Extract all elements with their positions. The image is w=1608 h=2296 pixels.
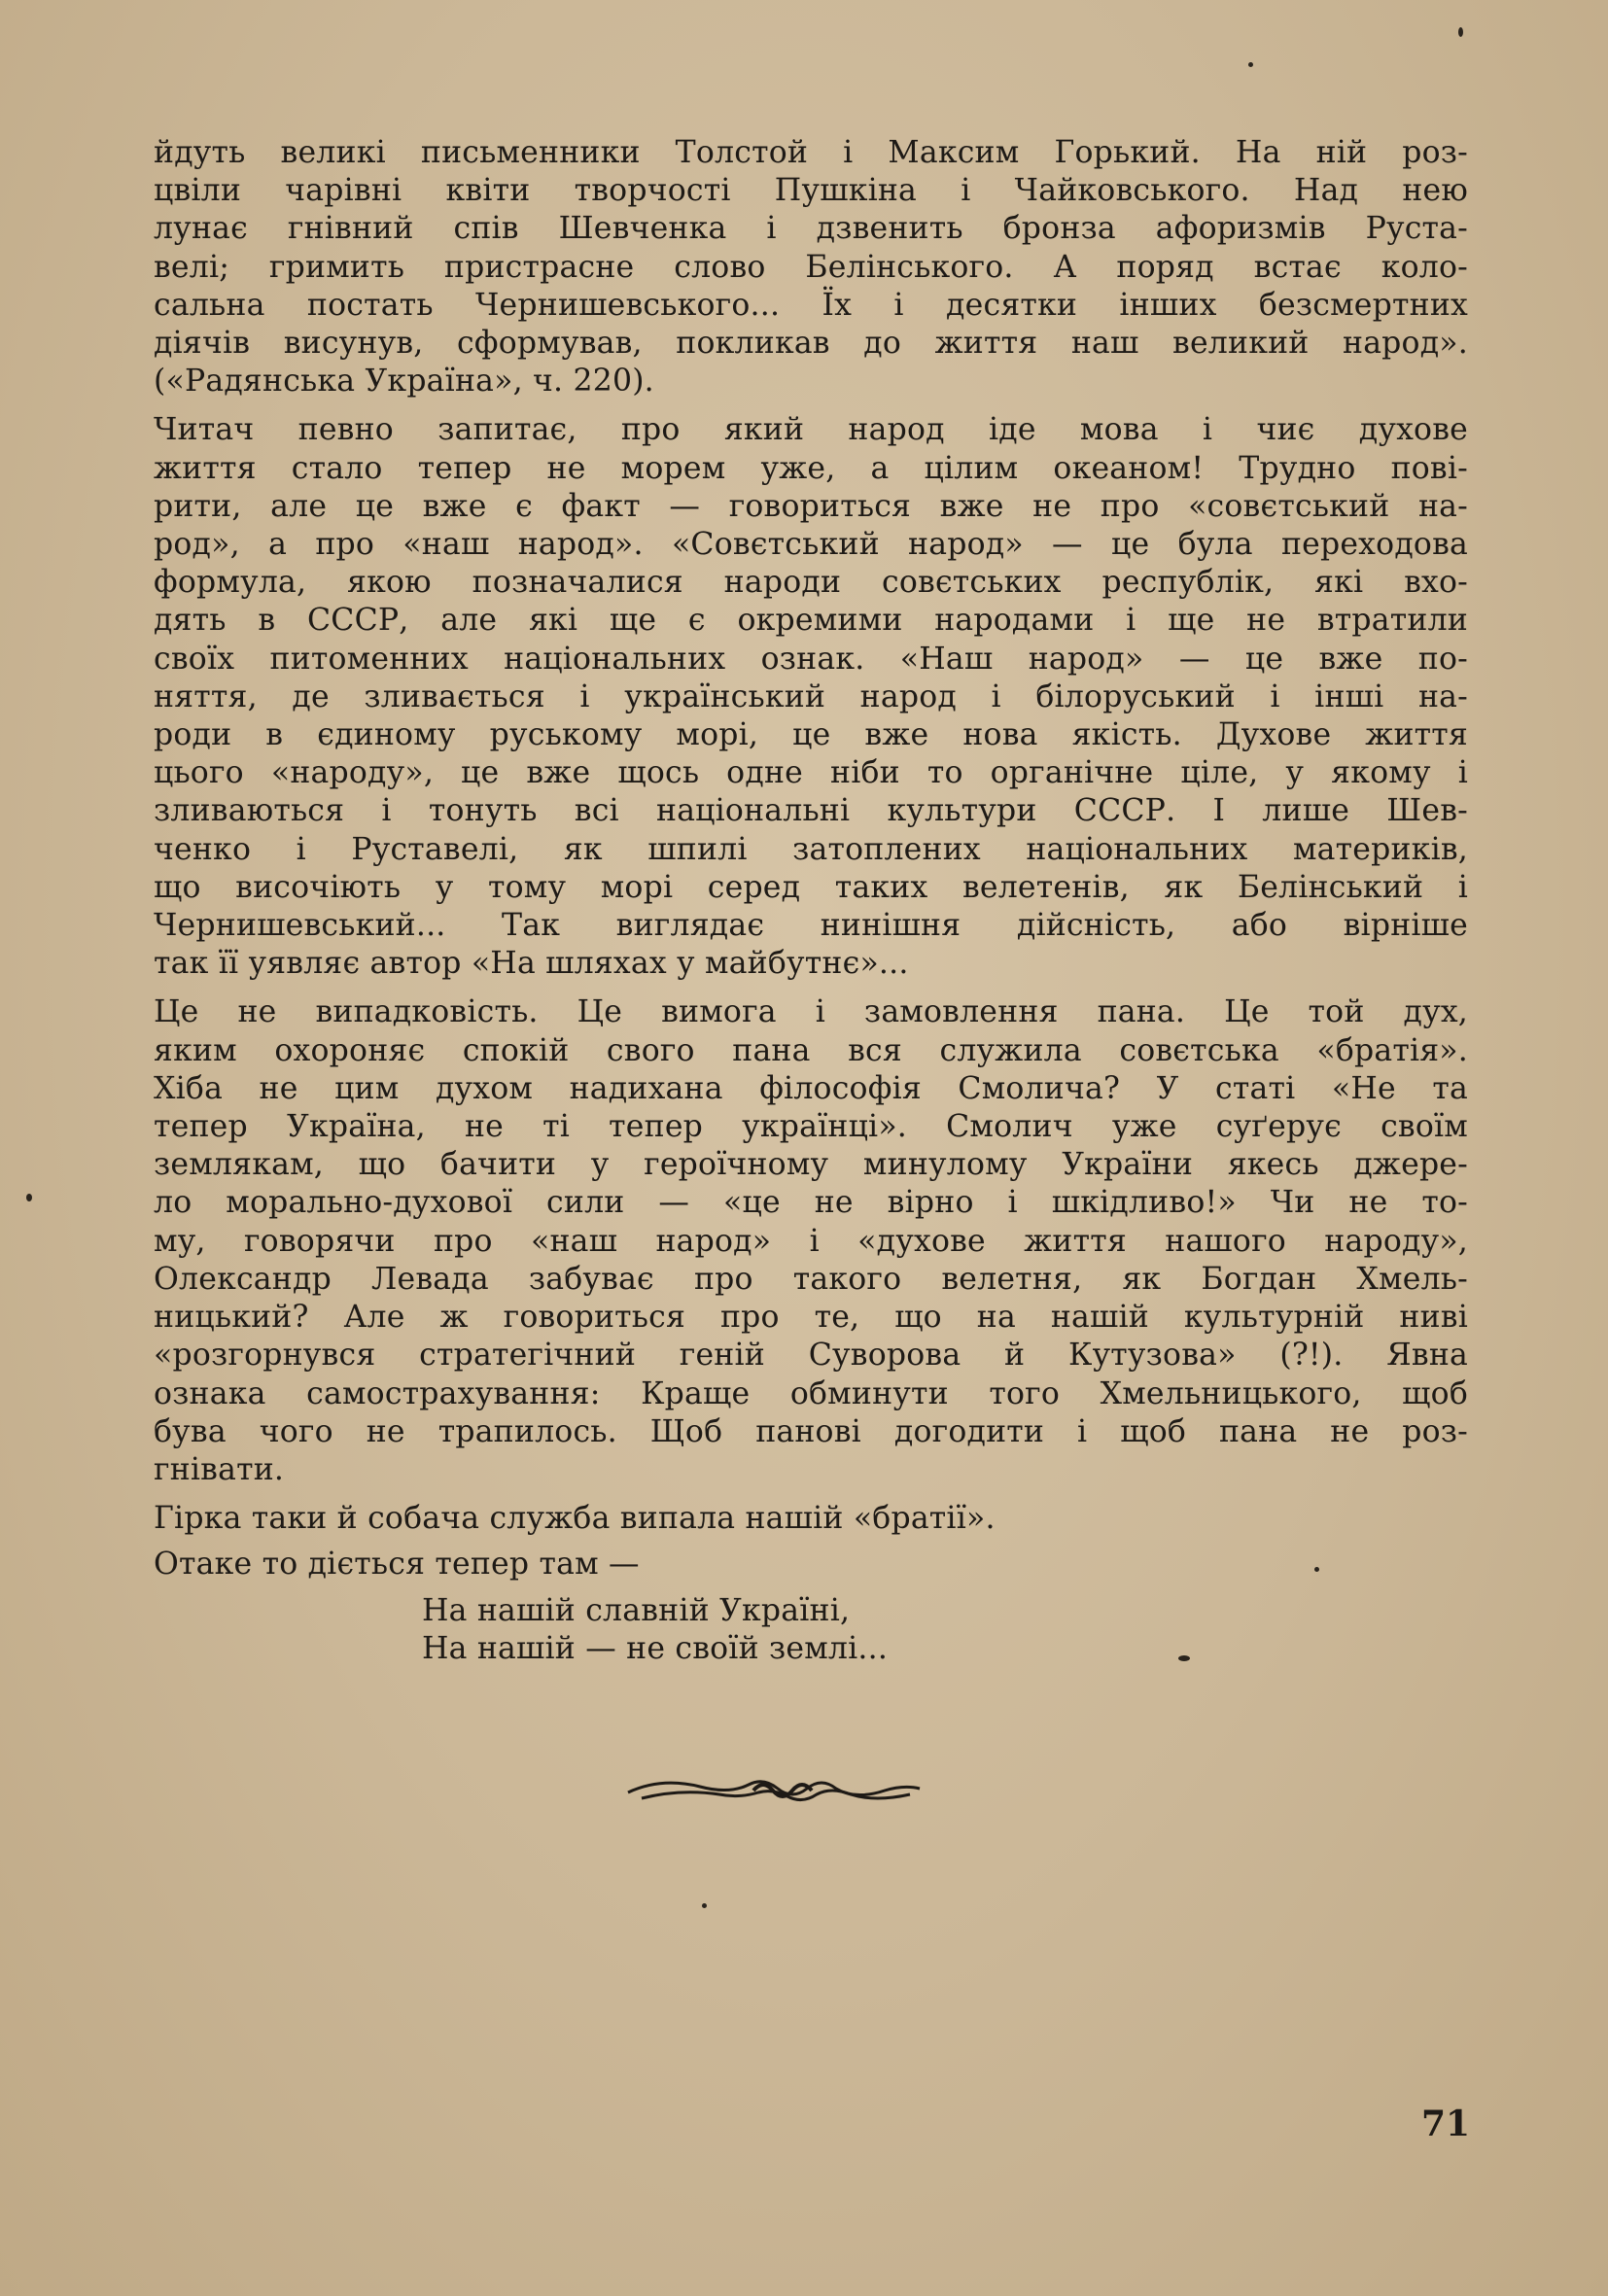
text-line: тепер Україна, не ті тепер українці». Смолич уже суґерує своїм xyxy=(154,1109,1468,1145)
print-speck xyxy=(702,1903,707,1908)
text-line: няття, де зливається і український народ і білоруський і інші на- xyxy=(154,678,1468,714)
text-line: цвіли чарівні квіти творчості Пушкіна і Чайковського. Над нею xyxy=(154,173,1468,209)
text-line: діячів висунув, сформував, покликав до життя наш великий народ». xyxy=(154,326,1468,362)
text-line: Чернишевський... Так виглядає нинішня дійсність, або вірніше xyxy=(154,908,1468,944)
text-line: Олександр Левада забуває про такого велетня, як Богдан Хмель- xyxy=(154,1261,1468,1297)
print-speck xyxy=(1314,1567,1319,1572)
text-line: цього «народу», це вже щось одне ніби то органічне ціле, у якому і xyxy=(154,755,1468,791)
text-line: яким охороняє спокій свого пана вся служила совєтська «братія». xyxy=(154,1032,1468,1068)
text-line: Це не випадковість. Це вимога і замовлення пана. Це той дух, xyxy=(154,994,1468,1030)
text-line: Читач певно запитає, про який народ іде мова і чиє духове xyxy=(154,412,1468,448)
text-line: ченко і Руставелі, як шпилі затоплених національних материків, xyxy=(154,831,1468,867)
text-line: («Радянська Україна», ч. 220). xyxy=(154,364,654,400)
text-line: бува чого не трапилось. Щоб панові догодити і щоб пана не роз- xyxy=(154,1413,1468,1449)
text-line: так її уявляє автор «На шляхах у майбутнє»... xyxy=(154,946,909,982)
text-line: рити, але це вже є факт — говориться вже не про «совєтський на- xyxy=(154,488,1468,524)
page-text xyxy=(154,134,1468,1668)
text-line: що височіють у тому морі серед таких велетенів, як Белінський і xyxy=(154,869,1468,905)
paragraph-2 xyxy=(154,411,1468,983)
single-line: Гірка таки й собача служба випала нашій «братії». xyxy=(154,1501,996,1537)
decorative-scroll-ornament-icon xyxy=(622,1771,924,1810)
poem-line: На нашій — не своїй землі... xyxy=(422,1630,889,1666)
text-line: «розгорнувся стратегічний геній Суворова й Кутузова» (?!). Явна xyxy=(154,1338,1468,1374)
single-line: Отаке то діється тепер там — xyxy=(154,1547,640,1583)
print-speck xyxy=(1458,27,1463,37)
print-speck xyxy=(1178,1655,1190,1661)
text-line: життя стало тепер не морем уже, а цілим океаном! Трудно пові- xyxy=(154,450,1468,486)
text-line: гнівати. xyxy=(154,1451,285,1487)
print-speck xyxy=(1248,62,1253,67)
poem-line: На нашій славній Україні, xyxy=(422,1592,851,1628)
page-number: 71 xyxy=(1421,2104,1471,2144)
print-speck xyxy=(26,1194,32,1201)
text-line: ло морально-духової сили — «це не вірно і шкідливо!» Чи не то- xyxy=(154,1185,1468,1221)
text-line: своїх питоменних національних ознак. «Наш народ» — це вже по- xyxy=(154,641,1468,677)
paragraph-3 xyxy=(154,993,1468,1489)
text-line: му, говорячи про «наш народ» і «духове життя нашого народу», xyxy=(154,1223,1468,1259)
text-line: Хіба не цим духом надихана філософія Смолича? У статі «Не та xyxy=(154,1070,1468,1106)
text-line: лунає гнівний спів Шевченка і дзвенить бронза афоризмів Руста- xyxy=(154,211,1468,247)
text-line: сальна постать Чернишевського... Їх і десятки інших безсмертних xyxy=(154,287,1468,323)
text-line: ознака самострахування: Краще обминути того Хмельницького, щоб xyxy=(154,1375,1468,1411)
text-line: род», а про «наш народ». «Совєтський народ» — це була переходова xyxy=(154,527,1468,563)
text-line: дять в СССР, але які ще є окремими народами і ще не втратили xyxy=(154,603,1468,639)
text-line: ницький? Але ж говориться про те, що на нашій культурній ниві xyxy=(154,1300,1468,1336)
text-line: землякам, що бачити у героїчному минулому України якесь джере- xyxy=(154,1147,1468,1183)
paragraph-1 xyxy=(154,134,1468,400)
text-line: формула, якою позначалися народи совєтських республік, які вхо- xyxy=(154,565,1468,601)
text-line: зливаються і тонуть всі національні культури СССР. І лише Шев- xyxy=(154,793,1468,829)
text-line: йдуть великі письменники Толстой і Максим Горький. На ній роз- xyxy=(154,135,1468,170)
text-line: роди в єдиному руському морі, це вже нова якість. Духове життя xyxy=(154,717,1468,753)
text-line: велі; гримить пристрасне слово Белінського. А поряд встає коло- xyxy=(154,249,1468,285)
